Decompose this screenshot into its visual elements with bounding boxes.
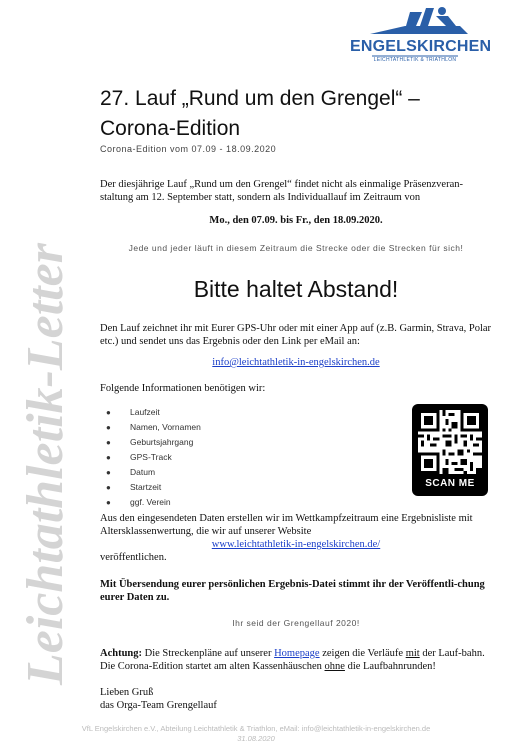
bullet-icon: ●: [106, 438, 111, 447]
list-item: ● GPS-Track: [100, 450, 350, 465]
list-item: ● Geburtsjahrgang: [100, 435, 350, 450]
everyone-line: Jede und jeder läuft in diesem Zeitraum die Strecke oder die Strecken für sich!: [128, 243, 464, 253]
club-logo: [350, 4, 492, 64]
footer-address: VfL Engelskirchen e.V., Abteilung Leichtathletik & Triathlon, eMail: info@leichtathletik-in-engelskirchen.de: [81, 724, 431, 733]
record-paragraph: Den Lauf zeichnet ihr mit Eurer GPS-Uhr oder mit einer App auf (z.B. Garmin, Strava, Polar etc.) und sendet uns das Ergebnis oder den Link per eMail an:: [100, 323, 492, 347]
list-item: ● Datum: [100, 465, 350, 480]
intro-paragraph: Der diesjährige Lauf „Rund um den Grengel“ findet nicht als einmalige Präsenzveran-staltung am 12. September statt, sondern als Individuallauf im Zeitraum von: [100, 179, 463, 203]
page-subtitle: Corona-Edition vom 07.09 - 18.09.2020: [100, 144, 277, 154]
list-item: ● ggf. Verein: [100, 495, 350, 510]
attention-label: Achtung:: [100, 648, 143, 659]
qr-code-badge[interactable]: [412, 404, 488, 496]
sidebar-vertical-title: [18, 80, 80, 690]
list-item: ● Startzeit: [100, 480, 350, 495]
list-item: ● Namen, Vornamen: [100, 420, 350, 435]
ohne-emphasis: ohne: [324, 661, 345, 672]
page-title: 27. Lauf „Rund um den Grengel“ – Corona-Edition: [100, 87, 420, 140]
bullet-icon: ●: [106, 408, 111, 417]
mit-emphasis: mit: [405, 648, 420, 659]
bullet-icon: ●: [106, 453, 111, 462]
distance-heading: Bitte haltet Abstand!: [193, 276, 399, 302]
website-link[interactable]: www.leichtathletik-in-engelskirchen.de/: [211, 539, 381, 550]
bullet-icon: ●: [106, 423, 111, 432]
dates-line: Mo., den 07.09. bis Fr., den 18.09.2020.: [209, 215, 383, 226]
bullet-icon: ●: [106, 498, 111, 507]
signature: das Orga-Team Grengellauf: [100, 700, 217, 711]
info-list: [100, 405, 350, 510]
logo-tagline: LEICHTATHLETIK & TRIATHLON: [373, 57, 457, 63]
footer-date: 31.08.2020: [237, 734, 275, 743]
sidebar-title-graphic: [18, 80, 80, 690]
logo-name: ENGELSKIRCHEN: [350, 38, 492, 55]
qr-code-icon: [418, 410, 482, 474]
bullet-icon: ●: [106, 468, 111, 477]
attention-paragraph: Achtung: Die Streckenpläne auf unserer Homepage zeigen die Verläufe mit der Lauf-bahn. Die Corona-Edition startet am alten Kassenhäuschen ohne die Laufbahnrunden!: [100, 648, 485, 672]
homepage-link[interactable]: Homepage: [274, 648, 320, 659]
consent-paragraph: Mit Übersendung eurer persönlichen Ergebnis-Datei stimmt ihr der Veröffentli-chung eurer Daten zu.: [100, 579, 485, 603]
grengellauf-line: Ihr seid der Grengellauf 2020!: [232, 618, 360, 628]
results-paragraph: Aus den eingesendeten Daten erstellen wir im Wettkampfzeitraum eine Ergebnisliste mit Altersklassenwertung, die wir auf unserer Website: [100, 513, 473, 537]
list-item: ● Laufzeit: [100, 405, 350, 420]
sidebar-title-text: Leichtathletik-Letter: [18, 243, 74, 685]
bullet-icon: ●: [106, 483, 111, 492]
scan-me-label: SCAN ME: [425, 478, 475, 489]
info-needed-heading: Folgende Informationen benötigen wir:: [100, 383, 266, 394]
email-link[interactable]: info@leichtathletik-in-engelskirchen.de: [212, 357, 380, 368]
published-line: veröffentlichen.: [100, 552, 167, 563]
greeting: Lieben Gruß: [100, 687, 154, 698]
footer: [0, 724, 512, 744]
